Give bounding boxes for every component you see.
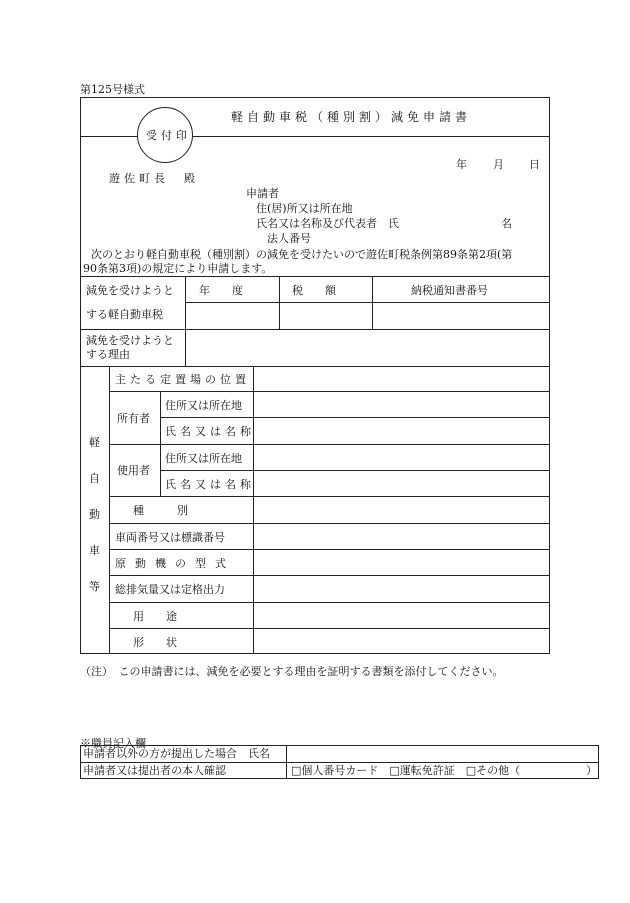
reception-stamp-label: 受付印	[146, 129, 191, 142]
date-month: 月	[493, 158, 504, 171]
vehicle-row-line	[109, 602, 549, 603]
tax-col-notice-number: 納税通知書番号	[411, 284, 488, 297]
user-label: 使用者	[117, 464, 150, 477]
applicant-name-label: 氏名又は名称及び代表者 氏	[256, 217, 399, 230]
tax-col-divider	[372, 276, 373, 329]
displacement-label: 総排気量又は定格出力	[115, 583, 225, 596]
engine-model-label: 原動機の型式	[115, 557, 235, 570]
applicant-name-suffix: 名	[501, 217, 512, 230]
header-divider	[81, 276, 549, 277]
tax-row-label-line-2: する軽自動車税	[86, 308, 163, 321]
form-number: 第125号様式	[80, 83, 145, 96]
application-form	[80, 97, 550, 654]
applicant-corp-number-label: 法人番号	[267, 232, 311, 245]
vehicle-row-line	[109, 628, 549, 629]
vehicle-row-line	[109, 523, 549, 524]
usage-label: 用 途	[133, 610, 177, 623]
vehicle-row-line	[109, 391, 549, 392]
vehicle-row-line	[109, 549, 549, 550]
staff-col-divider	[286, 746, 287, 778]
user-name-label: 氏名又は名称	[165, 478, 255, 491]
tax-table-bottom	[81, 329, 549, 330]
reason-label-line-1: 減免を受けようと	[86, 334, 174, 347]
owner-user-divider	[160, 391, 161, 496]
vehicle-group-char: 動	[89, 508, 100, 521]
shape-label: 形 状	[133, 636, 177, 649]
user-address-label: 住所又は所在地	[165, 452, 242, 465]
staff-section-heading: ※職員記入欄	[80, 737, 146, 750]
vehicle-number-label: 車両番号又は標識番号	[115, 531, 225, 544]
vehicle-row-line	[160, 417, 549, 418]
tax-label-divider	[185, 276, 186, 366]
owner-address-label: 住所又は所在地	[165, 399, 242, 412]
vehicle-row-line	[109, 575, 549, 576]
form-title: 軽自動車税（種別割）減免申請書	[231, 110, 472, 124]
staff-row-divider	[81, 762, 598, 763]
vehicle-row-line	[160, 470, 549, 471]
attachment-note: （注） この申請書には、減免を必要とする理由を証明する書類を添付してください。	[80, 665, 504, 678]
owner-name-label: 氏名又は名称	[165, 425, 255, 438]
reason-bottom	[81, 366, 549, 367]
staff-identity-options: □個人番号カード □運転免許証 □その他（ ）	[291, 764, 598, 777]
vehicle-row-line	[109, 444, 549, 445]
storage-location-label: 主たる定置場の位置	[115, 373, 250, 386]
owner-label: 所有者	[117, 412, 150, 425]
date-day: 日	[529, 158, 540, 171]
vehicle-group-char: 等	[89, 580, 100, 593]
reason-label-line-2: する理由	[86, 348, 130, 361]
vehicle-group-char: 軽	[89, 436, 100, 449]
staff-submitter-name-label: 申請者以外の方が提出した場合 氏名	[83, 747, 270, 760]
vehicle-type-label: 種 別	[133, 504, 188, 517]
tax-row-label-line-1: 減免を受けようと	[86, 284, 174, 297]
addressee: 遊佐町長 殿	[109, 172, 199, 185]
vehicle-group-char: 自	[89, 472, 100, 485]
tax-col-divider	[279, 276, 280, 329]
tax-col-amount: 税 額	[292, 284, 336, 297]
applicant-heading: 申請者	[246, 187, 279, 200]
vehicle-group-divider	[109, 366, 110, 653]
tax-table-header-line	[185, 302, 549, 303]
staff-table	[80, 745, 599, 779]
date-year: 年	[456, 158, 467, 171]
vehicle-label-divider	[253, 366, 254, 653]
staff-identity-check-label: 申請者又は提出者の本人確認	[83, 764, 226, 777]
body-text-line-2: 90条第3項)の規定により申請します。	[83, 262, 273, 275]
tax-col-year: 年 度	[199, 284, 243, 297]
vehicle-row-line	[109, 496, 549, 497]
applicant-address-label: 住(居)所又は所在地	[256, 202, 353, 215]
vehicle-group-char: 車	[89, 544, 100, 557]
body-text-line-1: 次のとおり軽自動車税（種別割）の減免を受けたいので遊佐町税条例第89条第2項(第	[91, 248, 513, 261]
